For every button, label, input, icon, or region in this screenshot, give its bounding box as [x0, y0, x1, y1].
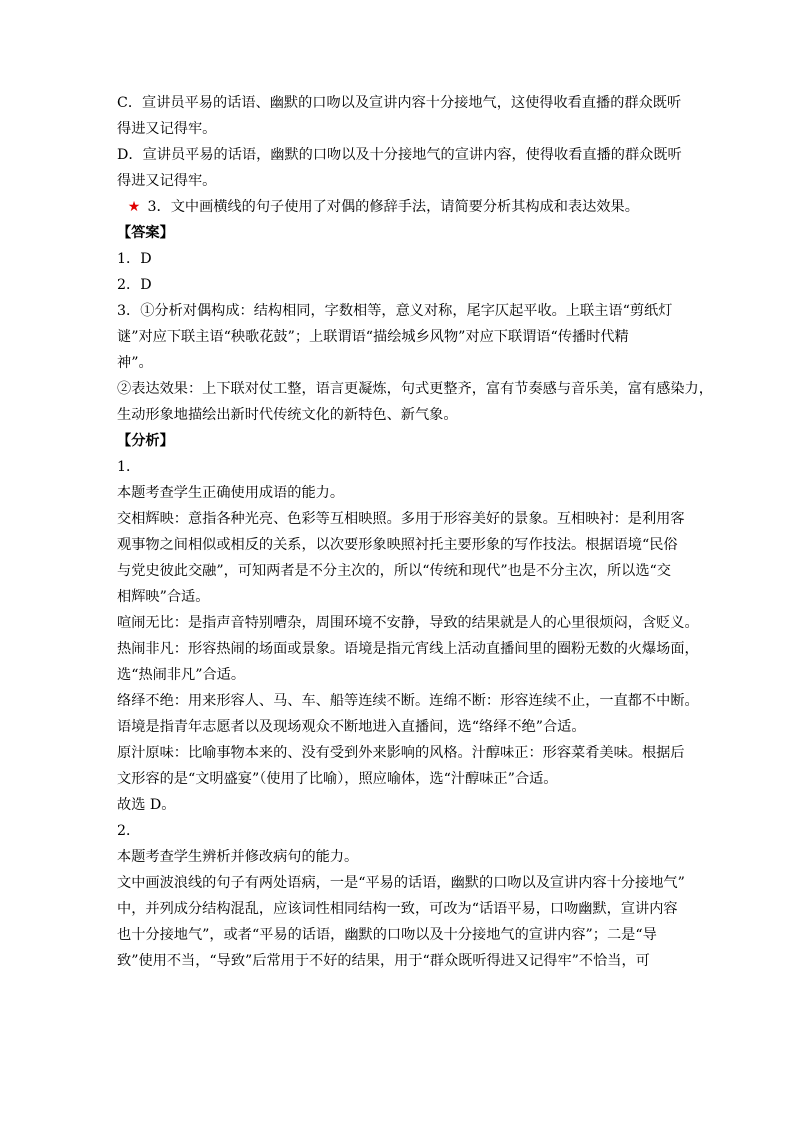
answer-1: 1．D: [117, 251, 152, 267]
option-c-line-1: C．宣讲员平易的话语、幽默的口吻以及宣讲内容十分接地气，这使得收看直播的群众既听: [117, 95, 682, 111]
analysis-1-line: 语境是指青年志愿者以及现场观众不断地进入直播间，选“络绎不绝”合适。: [117, 719, 586, 735]
analysis-1-number: 1．: [117, 459, 141, 475]
analysis-heading: 【分析】: [117, 433, 174, 449]
answer-3-line: 3．①分析对偶构成：结构相同，字数相等，意义对称，尾字仄起平收。上联主语“剪纸灯: [117, 303, 673, 319]
document-page: [117, 90, 713, 974]
question-3: [117, 194, 687, 220]
analysis-2-line: 文中画波浪线的句子有两处语病，一是“平易的话语，幽默的口吻以及宣讲内容十分接地气”: [117, 875, 685, 891]
question-3-text: 3．文中画横线的句子使用了对偶的修辞手法，请简要分析其构成和表达效果。: [147, 199, 639, 215]
star-icon: ★: [127, 199, 141, 215]
analysis-1-line: 与党史彼此交融”，可知两者是不分主次的，所以“传统和现代”也是不分主次，所以选“交: [117, 563, 671, 579]
answer-heading: 【答案】: [117, 225, 174, 241]
analysis-1-line: 相辉映”合适。: [117, 589, 210, 605]
analysis-1-line: 原汁原味：比喻事物本来的、没有受到外来影响的风格。汁醇味正：形容菜肴美味。根据后: [117, 745, 685, 761]
analysis-1-line: 交相辉映：意指各种光亮、色彩等互相映照。多用于形容美好的景象。互相映衬：是利用客: [117, 511, 685, 527]
answer-3-line: ②表达效果：上下联对仗工整，语言更凝炼，句式更整齐，富有节奏感与音乐美，富有感染力，: [117, 381, 713, 397]
answer-3-line: 神”。: [117, 355, 153, 371]
analysis-1-intro: 本题考查学生正确使用成语的能力。: [117, 485, 345, 501]
analysis-1-line: 文形容的是“文明盛宴”（使用了比喻），照应喻体，选“汁醇味正”合适。: [117, 771, 558, 787]
analysis-2-line: 致”使用不当，“导致”后常用于不好的结果，用于“群众既听得进又记得牢”不恰当，可: [117, 953, 650, 969]
answer-2: 2．D: [117, 277, 152, 293]
analysis-1-line: 选“热闹非凡”合适。: [117, 667, 246, 683]
analysis-1-line: 络绎不绝：用来形容人、马、车、船等连续不断。连绵不断：形容连续不止，一直都不中断。: [117, 693, 699, 709]
answer-3-line: 生动形象地描绘出新时代传统文化的新特色、新气象。: [117, 407, 458, 423]
option-c-line-2: 得进又记得牢。: [117, 121, 217, 137]
analysis-2-number: 2．: [117, 823, 141, 839]
analysis-1-line: 观事物之间相似或相反的关系，以次要形象映照衬托主要形象的写作技法。根据语境“民俗: [117, 537, 678, 553]
analysis-1-line: 喧闹无比：是指声音特别嘈杂，周围环境不安静，导致的结果就是人的心里很烦闷，含贬义。: [117, 615, 699, 631]
option-d-line-2: 得进又记得牢。: [117, 173, 217, 189]
analysis-2-intro: 本题考查学生辨析并修改病句的能力。: [117, 849, 359, 865]
option-d-line-1: D．宣讲员平易的话语，幽默的口吻以及十分接地气的宣讲内容，使得收看直播的群众既听: [117, 147, 682, 163]
analysis-2-line: 中，并列成分结构混乱，应该词性相同结构一致，可改为“话语平易，口吻幽默，宣讲内容: [117, 901, 678, 917]
analysis-1-line: 热闹非凡：形容热闹的场面或景象。语境是指元宵线上活动直播间里的圈粉无数的火爆场面，: [117, 641, 699, 657]
answer-3-line: 谜”对应下联主语“秧歌花鼓”；上联谓语“描绘城乡风物”对应下联谓语“传播时代精: [117, 329, 629, 345]
analysis-2-line: 也十分接地气”，或者“平易的话语，幽默的口吻以及十分接地气的宣讲内容”；二是“导: [117, 927, 657, 943]
analysis-1-line: 故选 D。: [117, 797, 176, 813]
